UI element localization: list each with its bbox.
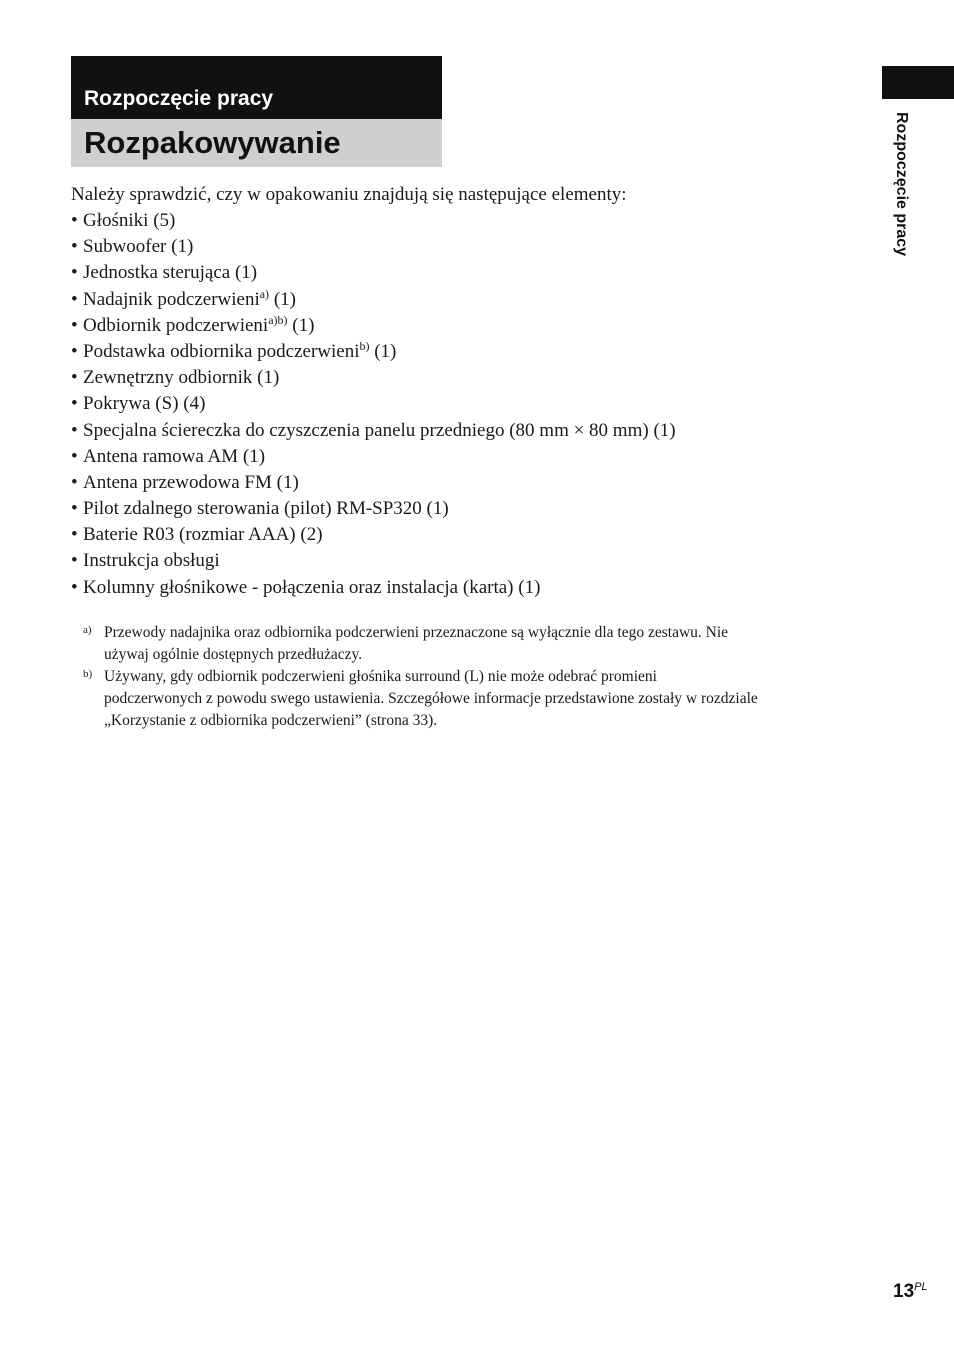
footnote-ref: a)b) (268, 312, 288, 327)
footnote-mark: a) (83, 624, 92, 636)
package-contents-list (71, 208, 676, 601)
side-tab-marker (882, 66, 954, 99)
footnote-line: „Korzystanie z odbiornika podczerwieni” (strona 33). (104, 712, 438, 729)
item-text: Instrukcja obsługi (83, 550, 220, 572)
intro-text: Należy sprawdzić, czy w opakowaniu znajdują się następujące elementy: (71, 184, 627, 205)
section-title: Rozpoczęcie pracy (71, 56, 442, 119)
footnotes (83, 622, 858, 732)
list-item: • Zewnętrzny odbiornik (1) (71, 367, 280, 389)
item-text: Kolumny głośnikowe - połączenia oraz instalacja (karta) (1) (83, 576, 541, 598)
item-text: Baterie R03 (rozmiar AAA) (2) (83, 524, 323, 546)
list-item: • Głośniki (5) (71, 210, 176, 231)
list-item: • Specjalna ściereczka do czyszczenia panelu przedniego (80 mm × 80 mm) (1) (71, 419, 676, 441)
side-tab-label: Rozpoczęcie pracy (893, 112, 910, 257)
list-item: • Pilot zdalnego sterowania (pilot) RM-SP320 (1) (71, 498, 449, 520)
list-item: • Subwoofer (1) (71, 236, 194, 258)
footnote-line: Przewody nadajnika oraz odbiornika podczerwieni przeznaczone są wyłącznie dla tego zestawu. Nie (104, 624, 729, 641)
list-item: • Pokrywa (S) (4) (71, 393, 206, 415)
item-text: Subwoofer (1) (83, 236, 194, 258)
list-item: • Antena przewodowa FM (1) (71, 471, 299, 493)
list-item: • Kolumny głośnikowe - połączenia oraz instalacja (karta) (1) (71, 576, 541, 598)
item-text: Zewnętrzny odbiornik (1) (83, 367, 280, 389)
footnote-ref: b) (359, 338, 370, 353)
item-quantity: (1) (369, 340, 397, 362)
item-text: Nadajnik podczerwieni (83, 288, 260, 310)
item-quantity: (1) (269, 288, 296, 310)
item-text: Pokrywa (S) (4) (83, 393, 206, 415)
list-item: • Podstawka odbiornika podczerwieni$^{b)}$ (1) (71, 338, 397, 362)
footnote-a (83, 622, 858, 666)
list-item: • Antena ramowa AM (1) (71, 445, 266, 467)
page-language-code: PL (914, 1281, 928, 1293)
item-text: Antena przewodowa FM (1) (83, 471, 299, 493)
footnote-line: używaj ogólnie dostępnych przedłużaczy. (104, 646, 363, 663)
page-number (893, 1281, 928, 1303)
list-item: • Jednostka sterująca (1) (71, 262, 258, 284)
footnote-line: podczerwonych z powodu swego ustawienia. Szczegółowe informacje przedstawione zostały w rozdziale (104, 690, 758, 707)
footnote-line: Używany, gdy odbiornik podczerwieni głośnika surround (L) nie może odebrać promieni (104, 668, 657, 685)
item-quantity: (1) (287, 314, 315, 336)
list-item: • Instrukcja obsługi (71, 550, 220, 572)
item-text: Specjalna ściereczka do czyszczenia panelu przedniego (80 mm × 80 mm) (1) (83, 419, 676, 441)
footnote-ref: a) (259, 286, 270, 301)
item-text: Pilot zdalnego sterowania (pilot) RM-SP320 (1) (83, 498, 449, 520)
item-text: Głośniki (5) (83, 210, 176, 231)
list-item: • Baterie R03 (rozmiar AAA) (2) (71, 524, 323, 546)
list-item: • Nadajnik podczerwieni$^{a)}$ (1) (71, 286, 296, 310)
item-text: Antena ramowa AM (1) (83, 445, 266, 467)
item-text: Jednostka sterująca (1) (83, 262, 258, 284)
page-title: Rozpakowywanie (71, 119, 442, 167)
footnote-b (83, 666, 858, 732)
footnote-mark: b) (83, 668, 93, 680)
item-text: Odbiornik podczerwieni (83, 314, 269, 336)
list-item: • Odbiornik podczerwieni$^{a)b)}$ (1) (71, 312, 315, 336)
page-header (71, 56, 442, 167)
page-number-value: 13 (893, 1281, 915, 1302)
item-text: Podstawka odbiornika podczerwieni (83, 340, 360, 362)
